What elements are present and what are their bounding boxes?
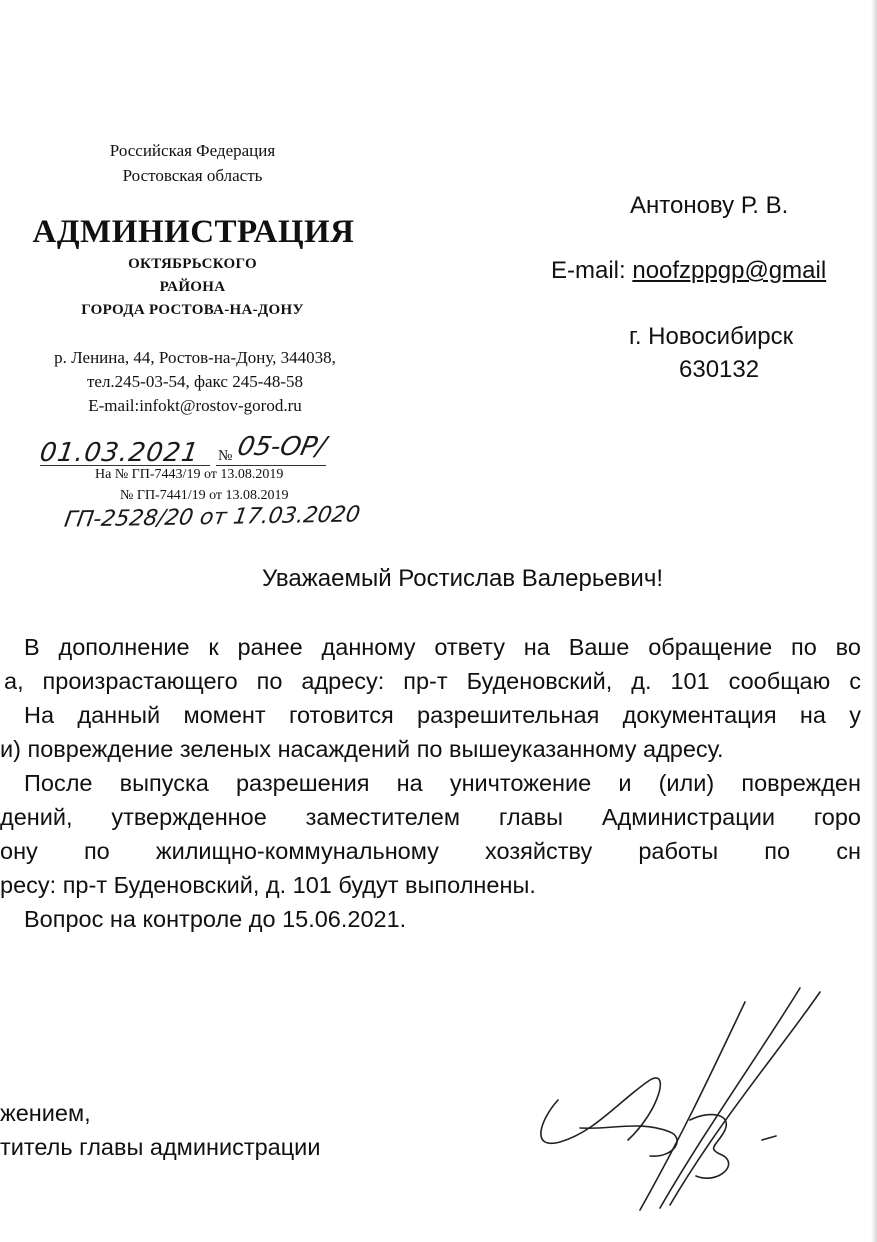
body-word: д. bbox=[631, 668, 652, 694]
body-word: сообщаю bbox=[728, 668, 831, 694]
reference-1: На № ГП-7443/19 от 13.08.2019 bbox=[95, 467, 284, 482]
body-line-7 bbox=[0, 834, 861, 868]
body-word: адресу: bbox=[301, 668, 385, 694]
body-line-8: ресу: пр-т Буденовский, д. 101 будут выполнены. bbox=[0, 872, 536, 898]
body-word: обращение bbox=[648, 634, 773, 660]
closing-line-2: титель главы администрации bbox=[0, 1134, 321, 1160]
body-line-6 bbox=[0, 800, 861, 834]
body-word: сн bbox=[836, 838, 861, 864]
body-line-1 bbox=[24, 630, 861, 664]
org-title: АДМИНИСТРАЦИЯ bbox=[32, 214, 355, 250]
body-word: разрешения bbox=[235, 770, 370, 796]
body-word: 101 bbox=[670, 668, 710, 694]
handwritten-reference-3: ГП-2528/20 от 17.03.2020 bbox=[62, 502, 362, 533]
recipient-name: Антонову Р. В. bbox=[630, 192, 789, 219]
body-word: на bbox=[396, 770, 423, 796]
body-word: После bbox=[24, 770, 93, 796]
body-word: во bbox=[835, 634, 861, 660]
org-address: р. Ленина, 44, Ростов-на-Дону, 344038, bbox=[54, 348, 336, 367]
body-word: документация bbox=[622, 702, 777, 728]
body-word: ранее bbox=[237, 634, 303, 660]
body-word: готовится bbox=[288, 702, 394, 728]
closing-line-1: жением, bbox=[0, 1100, 91, 1126]
body-word: момент bbox=[183, 702, 266, 728]
body-line-9: Вопрос на контроле до 15.06.2021. bbox=[24, 906, 407, 932]
body-word: Администрации bbox=[601, 804, 775, 830]
body-word: пр-т bbox=[403, 668, 448, 694]
body-word: выпуска bbox=[119, 770, 209, 796]
body-word: работы bbox=[638, 838, 719, 864]
body-word: а, bbox=[4, 668, 24, 694]
body-word: по bbox=[791, 634, 817, 660]
body-word: хозяйству bbox=[485, 838, 593, 864]
body-word: В bbox=[24, 634, 40, 660]
handwritten-number: 05-ОР/ bbox=[234, 432, 329, 462]
letterhead-country: Российская Федерация bbox=[109, 141, 276, 160]
body-word: ответу bbox=[434, 634, 505, 660]
body-word: дений, bbox=[0, 804, 73, 830]
body-word: произрастающего bbox=[42, 668, 238, 694]
handwritten-signature bbox=[500, 980, 840, 1220]
recipient-email-label: E-mail: bbox=[551, 257, 626, 284]
body-word: данному bbox=[321, 634, 416, 660]
body-word: по bbox=[83, 838, 110, 864]
recipient-email-link[interactable]: noofzppgp@gmail bbox=[632, 257, 827, 284]
body-word: утвержденное bbox=[111, 804, 267, 830]
body-word: главы bbox=[498, 804, 564, 830]
body-word: дополнение bbox=[58, 634, 190, 660]
body-line-2 bbox=[4, 664, 861, 698]
body-word: разрешительная bbox=[417, 702, 600, 728]
body-word: к bbox=[208, 634, 219, 660]
org-phones: тел.245-03-54, факс 245-48-58 bbox=[86, 372, 304, 391]
number-prefix: № bbox=[218, 448, 233, 464]
body-line-4: и) повреждение зеленых насаждений по вышеуказанному адресу. bbox=[0, 736, 724, 762]
body-line-3 bbox=[24, 698, 861, 732]
body-line-5 bbox=[24, 766, 861, 800]
org-line-2: РАЙОНА bbox=[159, 279, 226, 295]
body-word: Ваше bbox=[568, 634, 630, 660]
org-line-3: ГОРОДА РОСТОВА-НА-ДОНУ bbox=[81, 302, 304, 318]
scan-edge-shadow bbox=[871, 0, 877, 1242]
handwritten-date: 01.03.2021 bbox=[37, 438, 201, 468]
body-word: и bbox=[618, 770, 632, 796]
body-word: данный bbox=[77, 702, 161, 728]
number-underline bbox=[216, 465, 326, 466]
body-word: на bbox=[523, 634, 550, 660]
body-word: с bbox=[849, 668, 861, 694]
date-underline bbox=[40, 465, 210, 466]
body-word: (или) bbox=[658, 770, 715, 796]
recipient-postal-code: 630132 bbox=[679, 356, 760, 383]
body-word: по bbox=[256, 668, 283, 694]
body-word: ону bbox=[0, 838, 38, 864]
body-word: жилищно-коммунальному bbox=[155, 838, 439, 864]
body-word: Буденовский, bbox=[466, 668, 613, 694]
recipient-city: г. Новосибирск bbox=[629, 323, 794, 350]
body-word: уничтожение bbox=[449, 770, 592, 796]
body-word: На bbox=[24, 702, 55, 728]
recipient-email-line bbox=[551, 257, 861, 285]
letterhead-region: Ростовская область bbox=[122, 166, 263, 185]
greeting: Уважаемый Ростислав Валерьевич! bbox=[262, 565, 664, 592]
body-word: горо bbox=[813, 804, 861, 830]
body-word: заместителем bbox=[305, 804, 461, 830]
org-email: E-mail:infokt@rostov-gorod.ru bbox=[88, 396, 302, 415]
body-word: по bbox=[764, 838, 791, 864]
reference-2: № ГП-7441/19 от 13.08.2019 bbox=[120, 488, 289, 503]
body-word: на bbox=[799, 702, 826, 728]
org-line-1: ОКТЯБРЬСКОГО bbox=[128, 256, 257, 272]
body-word: поврежден bbox=[741, 770, 861, 796]
body-word: у bbox=[849, 702, 861, 728]
